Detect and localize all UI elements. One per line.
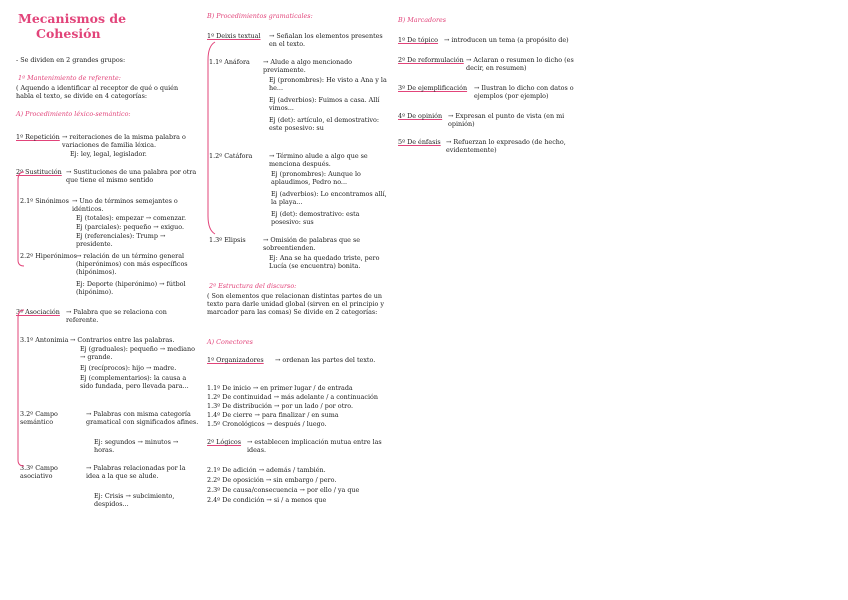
item-opinion-text: → Expresan el punto de vista (en mi opinión) xyxy=(448,112,565,128)
item-catafora-label: 1.2º Catáfora xyxy=(209,152,253,160)
item-topico-text: → introducen un tema (a propósito de) xyxy=(444,36,569,44)
logicos-adicion: 2.1º De adición → además / también. xyxy=(207,466,326,474)
organizadores-cierre: 1.4º De cierre → para finalizar / en suma xyxy=(207,411,339,419)
item-catafora-ex2: Ej (adverbios): Lo encontramos allí, la playa... xyxy=(271,190,387,206)
item-catafora-text: → Término alude a algo que se menciona después. xyxy=(269,152,368,168)
item-asociacion-text: → Palabra que se relaciona con referente. xyxy=(66,308,167,324)
item-sinonimos-ex3: Ej (referenciales): Trump → presidente. xyxy=(76,232,166,248)
heading-estructura: 2º Estructura del discurso: xyxy=(209,282,297,290)
item-catafora-ex3: Ej (det): demostrativo: esta posesivo: sus xyxy=(271,210,360,226)
organizadores-inicio: 1.1º De inicio → en primer lugar / de entrada xyxy=(207,384,353,392)
item-anafora-ex3: Ej (det): artículo, el demostrativo: este posesivo: su xyxy=(269,116,379,132)
item-catafora-ex1: Ej (pronombres): Aunque lo aplaudimos, Pedro no... xyxy=(271,170,361,186)
item-campo-asociativo-ex: Ej: Crisis → subcimiento, despidos... xyxy=(94,492,175,508)
item-deixis-label: 1º Deixis textual xyxy=(207,32,261,40)
item-sinonimos-ex1: Ej (totales): empezar → comenzar. xyxy=(76,214,187,222)
item-sinonimos-label: 2.1º Sinónimos xyxy=(20,197,69,205)
organizadores-distribucion: 1.3º De distribución → por un lado / por otro. xyxy=(207,402,353,410)
organizadores-cronologicos: 1.5º Cronológicos → después / luego. xyxy=(207,420,327,428)
page-title-line1: Mecanismos de xyxy=(18,11,127,26)
item-organizadores-label: 1º Organizadores xyxy=(207,356,264,364)
item-antonimia-ex1: Ej (graduales): pequeño → mediano → grande. xyxy=(80,345,195,361)
item-logicos-text: → establecen implicación mutua entre las ideas. xyxy=(247,438,382,454)
organizadores-continuidad: 1.2º De continuidad → más adelante / a continuación xyxy=(207,393,378,401)
item-hiperonimos-label: 2.2º Hiperónimos xyxy=(20,252,77,260)
item-elipsis-ex: Ej: Ana se ha quedado triste, pero Lucía (se encuentra) bonita. xyxy=(269,254,380,270)
item-anafora-ex2: Ej (adverbios): Fuimos a casa. Allí vimos... xyxy=(269,96,380,112)
item-anafora-text: → Alude a algo mencionado previamente. xyxy=(263,58,353,74)
item-repeticion-text: → reiteraciones de la misma palabra o variaciones de familia léxica. xyxy=(62,133,186,149)
item-logicos-label: 2º Lógicos xyxy=(207,438,242,446)
item-anafora-label: 1.1º Anáfora xyxy=(209,58,250,66)
heading-marcadores: B) Marcadores xyxy=(398,16,447,24)
item-antonimia-text: → Contrarios entre las palabras. xyxy=(70,336,175,344)
item-organizadores-text: → ordenan las partes del texto. xyxy=(275,356,376,364)
heading-lexico: A) Procedimiento léxico-semántico: xyxy=(16,110,131,118)
item-repeticion-label: 1º Repetición xyxy=(16,133,60,141)
logicos-oposicion: 2.2º De oposición → sin embargo / pero. xyxy=(207,476,337,484)
item-sustitucion-text: → Sustituciones de una palabra por otra que tiene el mismo sentido xyxy=(66,168,197,184)
heading-gramaticales: B) Procedimientos gramaticales: xyxy=(207,12,313,20)
item-anafora-ex1: Ej (pronombres): He visto a Ana y la he... xyxy=(269,76,387,92)
item-hiperonimos-text: → relación de un término general (hiperónimos) con más específicos (hipónimos). xyxy=(76,252,188,276)
item-campo-semantico-label: 3.2º Campo semántico xyxy=(20,410,58,426)
item-ejemplificacion-text: → Ilustran lo dicho con datos o ejemplos (por ejemplo) xyxy=(474,84,574,100)
logicos-causa: 2.3º De causa/consecuencia → por ello / ya que xyxy=(207,486,360,494)
item-campo-asociativo-label: 3.3º Campo asociativo xyxy=(20,464,58,480)
item-ejemplificacion-label: 3º De ejemplificación xyxy=(398,84,468,92)
item-hiperonimos-ex: Ej: Deporte (hiperónimo) → fútbol (hipónimo). xyxy=(76,280,186,296)
item-campo-asociativo-text: → Palabras relacionadas por la idea a la que se alude. xyxy=(86,464,186,480)
logicos-condicion: 2.4º De condición → si / a menos que xyxy=(207,496,327,504)
item-campo-semantico-ex: Ej: segundos → minutos → horas. xyxy=(94,438,179,454)
item-sinonimos-ex2: Ej (parciales): pequeño → exiguo. xyxy=(76,223,184,231)
intro-text: - Se dividen en 2 grandes grupos: xyxy=(16,56,126,64)
item-enfasis-label: 5º De énfasis xyxy=(398,138,441,146)
item-asociacion-label: 3º Asociación xyxy=(16,308,60,316)
item-deixis-text: → Señalan los elementos presentes en el texto. xyxy=(269,32,383,48)
item-reformulacion-text: → Aclaran o resumen lo dicho (es decir, en resumen) xyxy=(466,56,574,72)
item-elipsis-label: 1.3º Elipsis xyxy=(209,236,246,244)
brace-sustitucion xyxy=(14,170,26,470)
mantenimiento-desc: ( Aquendo a identificar al receptor de qué o quién habla el texto, se divide en 4 categorías: xyxy=(16,84,179,100)
item-antonimia-ex2: Ej (recíprocos): hijo → madre. xyxy=(80,364,177,372)
heading-mantenimiento: 1º Mantenimiento de referente: xyxy=(18,74,121,82)
item-antonimia-label: 3.1º Antonimia xyxy=(20,336,69,344)
brace-deixis xyxy=(205,40,217,236)
item-sustitucion-label: 2º Sustitución xyxy=(16,168,62,176)
item-sinonimos-text: → Uno de términos semejantes o idénticos. xyxy=(72,197,178,213)
page-title-line2: Cohesión xyxy=(36,26,101,41)
item-campo-semantico-text: → Palabras con misma categoría gramatical con significados afines. xyxy=(86,410,199,426)
item-reformulacion-label: 2º De reformulación xyxy=(398,56,464,64)
item-topico-label: 1º De tópico xyxy=(398,36,439,44)
item-repeticion-example: Ej: ley, legal, legislador. xyxy=(70,150,147,158)
item-opinion-label: 4º De opinión xyxy=(398,112,443,120)
estructura-desc: ( Son elementos que relacionan distintas partes de un texto para darle unidad global (sirven en el principio y marcador para las comas) Se divide en 2 categorías: xyxy=(207,292,385,316)
heading-conectores: A) Conectores xyxy=(207,338,253,346)
item-elipsis-text: → Omisión de palabras que se sobreentienden. xyxy=(263,236,361,252)
item-enfasis-text: → Refuerzan lo expresado (de hecho, evidentemente) xyxy=(446,138,566,154)
item-antonimia-ex3: Ej (complementarios): la causa a sido fundada, pero llevada para... xyxy=(80,374,189,390)
